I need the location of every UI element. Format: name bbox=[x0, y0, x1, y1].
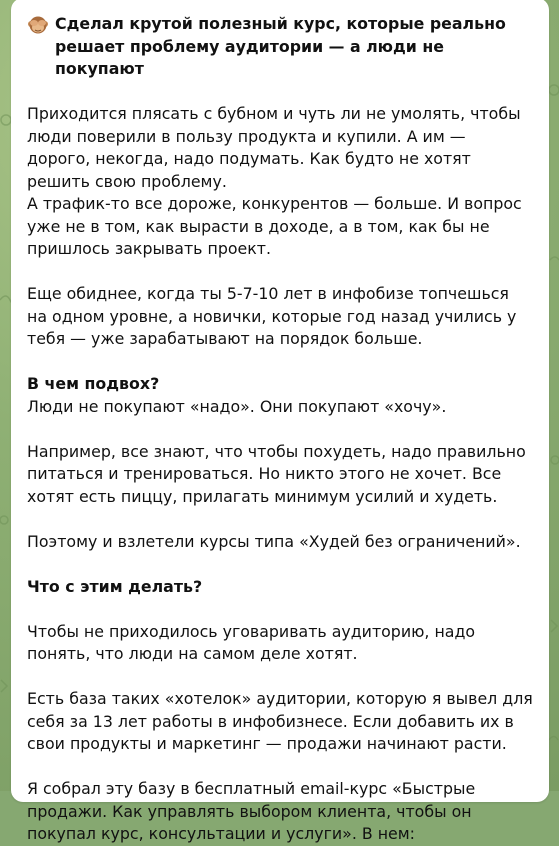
paragraph-1: Приходится плясать с бубном и чуть ли не умолять, чтобы люди поверили в пользу продукта и купили. А им — дорого, некогда, надо подумать. Как будто не хотят решить свою проблему. bbox=[27, 104, 521, 191]
paragraph-5: Например, все знают, что чтобы похудеть, надо правильно питаться и тренироваться. Но никто этого не хочет. Все хотят есть пиццу, прилагать минимум усилий и худеть. bbox=[27, 441, 526, 506]
paragraph-2: А трафик-то все дороже, конкурентов — больше. И вопрос уже не в том, как вырасти в доходе, а в том, как бы не пришлось закрывать проект. bbox=[27, 194, 522, 258]
heading-what-to-do: Что с этим делать? bbox=[27, 576, 203, 596]
paragraph-8: Есть база таких «хотелок» аудитории, которую я вывел для себя за 13 лет работы в инфобизнесе. Если добавить их в свои продукты и маркетинг — продажи начинают расти. bbox=[27, 689, 533, 753]
message-bubble[interactable] bbox=[11, 0, 549, 843]
paragraph-6: Поэтому и взлетели курсы типа «Худей без ограничений». bbox=[27, 531, 521, 551]
see-no-evil-monkey-icon bbox=[27, 14, 49, 36]
post-title-row bbox=[27, 13, 533, 81]
paragraph-9: Я собрал эту базу в бесплатный email-курс «Быстрые продажи. Как управлять выбором клиента, чтобы он покупал курс, консультации и услуги». В нем: bbox=[27, 779, 476, 843]
heading-catch: В чем подвох? bbox=[27, 374, 160, 393]
paragraph-7: Чтобы не приходилось уговаривать аудиторию, надо понять, что люди на самом деле хотят. bbox=[27, 621, 476, 663]
paragraph-4: Люди не покупают «надо». Они покупают «хочу». bbox=[27, 396, 447, 416]
paragraph-3: Еще обиднее, когда ты 5-7-10 лет в инфобизе топчешься на одном уровне, а новички, которые год назад учились у тебя — уже зарабатывают на порядок больше. bbox=[27, 284, 517, 348]
post-title: Сделал крутой полезный курс, которые реально решает проблему аудитории — а люди не покупают bbox=[55, 14, 506, 78]
